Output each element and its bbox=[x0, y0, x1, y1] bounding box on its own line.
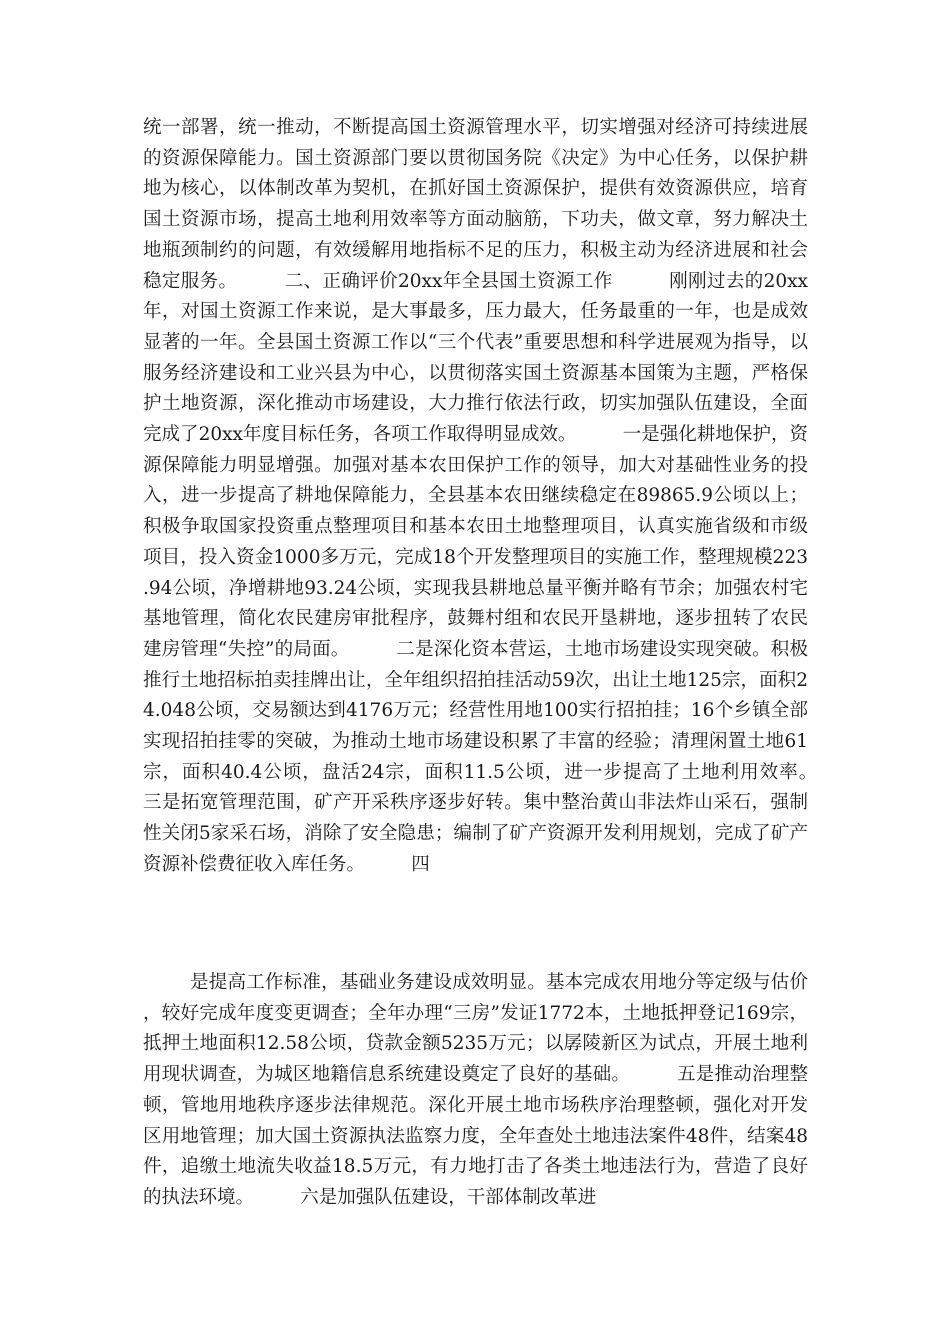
body-paragraph-2: 是提高工作标准，基础业务建设成效明显。基本完成农用地分等定级与估价，较好完成年度变更调查；全年办理“三房”发证1772本，土地抵押登记169宗，抵押土地面积12.58公顷，贷款金额5235万元；以孱陵新区为试点，开展土地利用现状调查，为城区地籍信息系统建设奠定了良好的基础。 五是推动治理整顿，管地用地秩序逐步法律规范。深化开展土地市场秩序治理整顿，强化对开发区用地管理；加大国土资源执法监察力度，全年查处土地违法案件48件，结案48件，追缴土地流失收益18.5万元，有力地打击了各类土地违法行为，营造了良好的执法环境。 六是加强队伍建设，干部体制改革进 bbox=[143, 972, 808, 1208]
body-paragraph-1: 统一部署，统一推动，不断提高国土资源管理水平，切实增强对经济可持续进展的资源保障能力。国土资源部门要以贯彻国务院《决定》为中心任务，以保护耕地为核心，以体制改革为契机，在抓好国土资源保护，提供有效资源供应，培育国土资源市场，提高土地利用效率等方面动脑筋，下功夫，做文章，努力解决土地瓶颈制约的问题，有效缓解用地指标不足的压力，积极主动为经济进展和社会稳定服务。 二、正确评价20xx年全县国土资源工作 刚刚过去的20xx年，对国土资源工作来说，是大事最多，压力最大，任务最重的一年，也是成效显著的一年。全县国土资源工作以“三个代表”重要思想和科学进展观为指导，以服务经济建设和工业兴县为中心，以贯彻落实国土资源基本国策为主题，严格保护土地资源，深化推动市场建设，大力推行依法行政，切实加强队伍建设，全面完成了20xx年度目标任务，各项工作取得明显成效。 一是强化耕地保护，资源保障能力明显增强。加强对基本农田保护工作的领导，加大对基础性业务的投入，进一步提高了耕地保障能力，全县基本农田继续稳定在89865.9公顷以上；积极争取国家投资重点整理项目和基本农田土地整理项目，认真实施省级和市级项目，投入资金1000多万元，完成18个开发整理项目的实施工作，整理规模223.94公顷，净增耕地93.24公顷，实现我县耕地总量平衡并略有节余；加强农村宅基地管理，简化农民建房审批程序，鼓舞村组和农民开垦耕地，逐步扭转了农民建房管理“失控”的局面。 二是深化资本营运，土地市场建设实现突破。积极推行土地招标拍卖挂牌出让，全年组织招拍挂活动59次，出让土地125宗，面积24.048公顷，交易额达到4176万元；经营性用地100实行招拍挂；16个乡镇全部实现招拍挂零的突破，为推动土地市场建设积累了丰富的经验；清理闲置土地61宗，面积40.4公顷，盘活24宗，面积11.5公顷，进一步提高了土地利用效率。 三是拓宽管理范围，矿产开采秩序逐步好转。集中整治黄山非法炸山采石，强制性关闭5家采石场，消除了安全隐患；编制了矿产资源开发利用规划，完成了矿产资源补偿费征收入库任务。 四 bbox=[143, 117, 864, 875]
